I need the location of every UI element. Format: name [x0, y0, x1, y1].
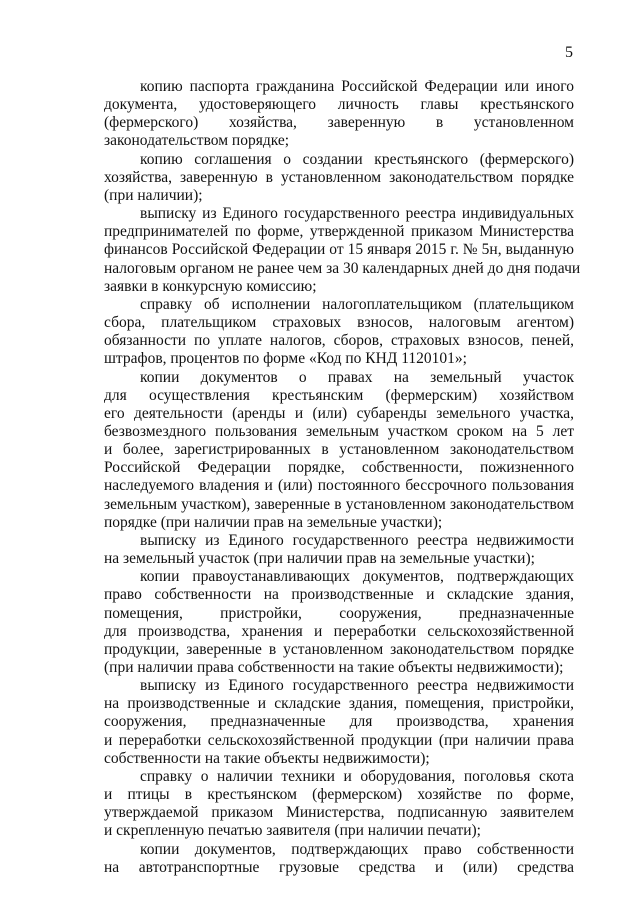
paragraph-line: собственности на такие объекты недвижимости);	[104, 749, 430, 767]
list-item-paragraph	[104, 841, 574, 877]
list-item-paragraph	[104, 768, 574, 841]
paragraph-line: сбора, плательщиком страховых взносов, налоговым агентом)	[104, 314, 574, 332]
paragraph-line: на земельный участок (при наличии прав на земельные участки);	[104, 550, 535, 568]
paragraph-line: справку о наличии техники и оборудования, поголовья скота	[140, 767, 574, 785]
paragraph-line: (при наличии);	[104, 186, 203, 204]
paragraph-line: на производственные и складские здания, помещения, пристройки,	[104, 695, 574, 713]
paragraph-line: его деятельности (аренды и (или) субаренды земельного участка,	[104, 404, 574, 422]
paragraph-line: право собственности на производственные и складские здания,	[104, 586, 574, 604]
paragraph-line: законодательством порядке;	[104, 132, 290, 150]
paragraph-line: финансов Российской Федерации от 15 января 2015 г. № 5н, выданную	[104, 241, 574, 259]
paragraph-line: справку об исполнении налогоплательщиком (плательщиком	[140, 295, 574, 313]
list-item-paragraph	[104, 369, 574, 532]
paragraph-line: документа, удостоверяющего личность главы крестьянского	[104, 96, 574, 114]
paragraph-line: копию паспорта гражданина Российской Федерации или иного	[140, 78, 574, 95]
paragraph-line: выписку из Единого государственного реестра недвижимости	[140, 677, 574, 695]
paragraph-line: для осуществления крестьянским (фермерским) хозяйством	[104, 386, 574, 404]
paragraph-line: предпринимателей по форме, утвержденной приказом Министерства	[104, 223, 574, 241]
paragraph-line: выписку из Единого государственного реестра индивидуальных	[140, 205, 574, 223]
paragraph-line: безвозмездного пользования земельным участком сроком на 5 лет	[104, 422, 574, 440]
list-item-paragraph	[104, 205, 581, 296]
document-body	[104, 78, 581, 877]
paragraph-line: заявки в конкурсную комиссию;	[104, 277, 317, 295]
paragraph-line: выписку из Единого государственного реестра недвижимости	[140, 531, 574, 549]
list-item-paragraph	[104, 78, 574, 151]
paragraph-line: на автотранспортные грузовые средства и (или) средства	[104, 858, 574, 876]
list-item-paragraph	[104, 296, 574, 369]
paragraph-line: и более, зарегистрированных в установленном законодательством	[104, 441, 574, 459]
paragraph-line: для производства, хранения и переработки сельскохозяйственной	[104, 622, 574, 640]
paragraph-line: копию соглашения о создании крестьянского (фермерского)	[140, 150, 574, 168]
paragraph-line: копии правоустанавливающих документов, подтверждающих	[140, 568, 574, 586]
paragraph-line: обязанности по уплате налогов, сборов, страховых взносов, пеней,	[104, 332, 574, 350]
paragraph-line: земельным участком), заверенные в установленном законодательством	[104, 495, 574, 513]
paragraph-line: налоговым органом не ранее чем за 30 календарных дней до дня подачи	[104, 259, 581, 277]
paragraph-line: и скрепленную печатью заявителя (при наличии печати);	[104, 822, 481, 840]
list-item-paragraph	[104, 568, 574, 677]
list-item-paragraph	[104, 151, 574, 205]
paragraph-line: (при наличии права собственности на такие объекты недвижимости);	[104, 659, 564, 676]
paragraph-line: сооружения, предназначенные для производства, хранения	[104, 713, 574, 731]
paragraph-line: наследуемого владения и (или) постоянного бессрочного пользования	[104, 477, 574, 495]
paragraph-line: штрафов, процентов по форме «Код по КНД 1120101»;	[104, 350, 467, 368]
paragraph-line: продукции, заверенные в установленном законодательством порядке	[104, 640, 574, 658]
paragraph-line: и птицы в крестьянском (фермерском) хозяйстве по форме,	[104, 786, 574, 804]
paragraph-line: Российской Федерации порядке, собственности, пожизненного	[104, 459, 574, 477]
list-item-paragraph	[104, 532, 574, 568]
paragraph-line: копии документов о правах на земельный участок	[140, 368, 574, 386]
paragraph-line: утверждаемой приказом Министерства, подписанную заявителем	[104, 804, 574, 822]
paragraph-line: хозяйства, заверенную в установленном законодательством порядке	[104, 168, 574, 186]
paragraph-line: помещения, пристройки, сооружения, предназначенные	[104, 604, 574, 622]
list-item-paragraph	[104, 677, 574, 768]
paragraph-line: копии документов, подтверждающих право собственности	[140, 840, 574, 858]
paragraph-line: (фермерского) хозяйства, заверенную в установленном	[104, 114, 574, 132]
paragraph-line: порядке (при наличии прав на земельные участки);	[104, 513, 443, 531]
paragraph-line: и переработки сельскохозяйственной продукции (при наличии права	[104, 731, 574, 749]
page-number: 5	[565, 44, 573, 61]
